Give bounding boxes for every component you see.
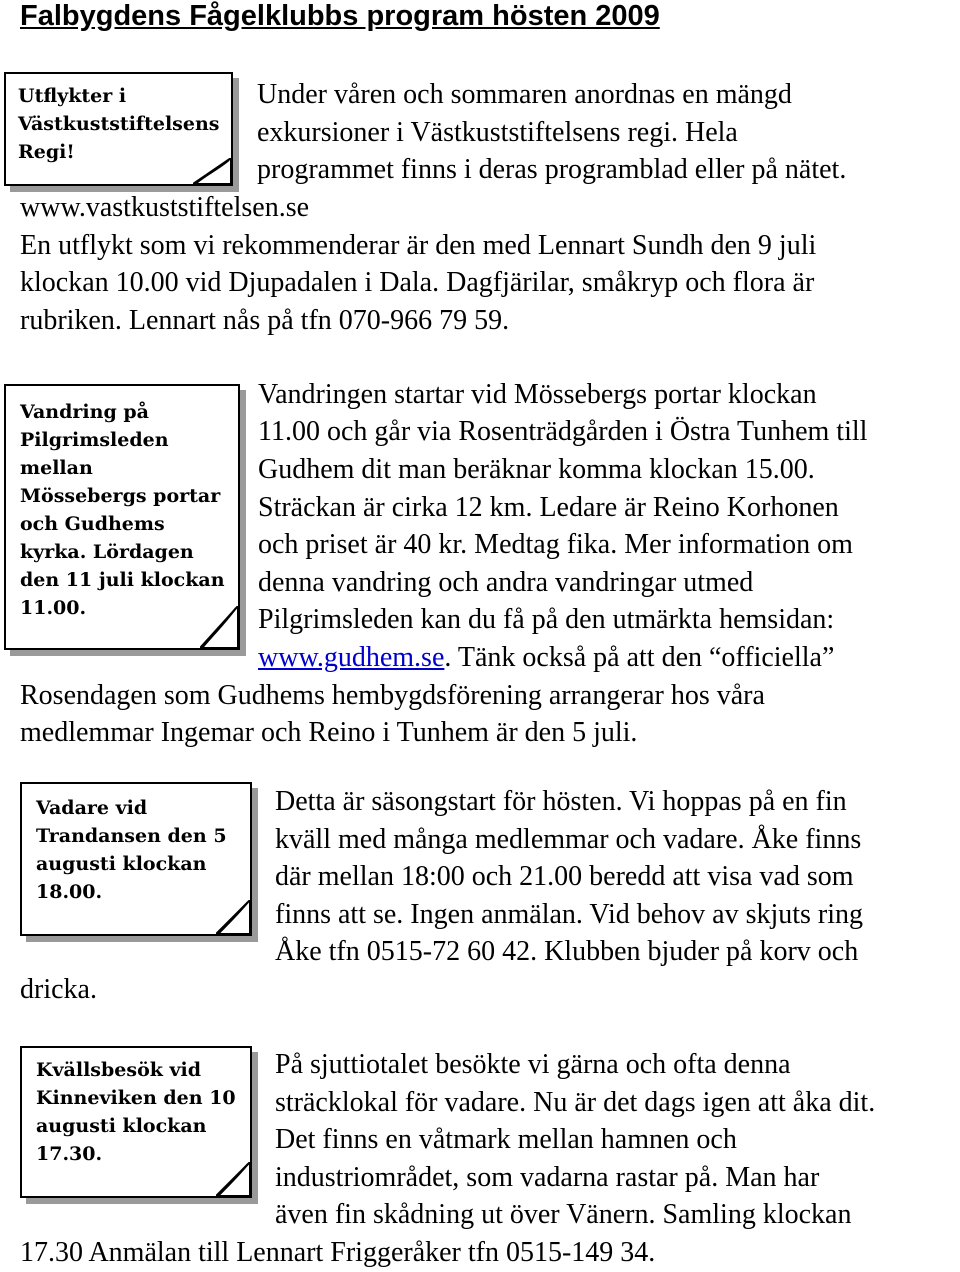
text-line: 11.00 och går via Rosenträdgården i Östra Tunhem till xyxy=(258,416,868,447)
note-pilgrim-walk xyxy=(4,384,240,650)
text-line: där mellan 18:00 och 21.00 beredd att visa vad som xyxy=(275,861,854,892)
text-line: denna vandring och andra vandringar utmed xyxy=(258,567,754,598)
text-line: industriområdet, som vadarna rastar på. Man har xyxy=(275,1162,820,1193)
note-line: mellan xyxy=(20,457,93,479)
note-line: Vadare vid xyxy=(36,797,148,819)
note-line: augusti klockan xyxy=(36,853,207,875)
text-line: Sträckan är cirka 12 km. Ledare är Reino Korhonen xyxy=(258,492,839,523)
text-line: medlemmar Ingemar och Reino i Tunhem är den 5 juli. xyxy=(20,717,638,748)
text-line: Pilgrimsleden kan du få på den utmärkta hemsidan: xyxy=(258,604,835,635)
folded-corner-icon xyxy=(200,606,240,650)
note-kinneviken-visit xyxy=(20,1046,252,1198)
note-line: Mössebergs portar xyxy=(20,485,221,507)
text-line: Under våren och sommaren anordnas en mängd xyxy=(257,79,792,110)
text-line: På sjuttiotalet besökte vi gärna och ofta denna xyxy=(275,1049,791,1080)
text-line: dricka. xyxy=(20,974,97,1005)
folded-corner-icon xyxy=(216,1162,252,1198)
note-line: Regi! xyxy=(18,141,75,163)
text-line: Rosendagen som Gudhems hembygdsförening arrangerar hos våra xyxy=(20,680,765,711)
note-line: augusti klockan xyxy=(36,1115,207,1137)
note-line: Trandansen den 5 xyxy=(36,825,227,847)
note-excursions xyxy=(4,72,233,186)
note-line: Västkuststiftelsens xyxy=(18,113,220,135)
text-line: . Tänk också på att den “officiella” xyxy=(444,642,835,673)
note-line: 17.30. xyxy=(36,1143,103,1165)
note-waders-trandansen xyxy=(20,782,252,936)
text-line: exkursioner i Västkuststiftelsens regi. Hela xyxy=(257,117,738,148)
text-line: 17.30 Anmälan till Lennart Friggeråker tfn 0515-149 34. xyxy=(20,1237,656,1268)
page-title: Falbygdens Fågelklubbs program hösten 2009 xyxy=(20,0,660,32)
note-line: Utflykter i xyxy=(18,85,127,107)
text-line: programmet finns i deras programblad eller på nätet. xyxy=(257,154,847,185)
note-line: 18.00. xyxy=(36,881,103,903)
text-line: En utflykt som vi rekommenderar är den med Lennart Sundh den 9 juli xyxy=(20,230,817,261)
text-line: kväll med många medlemmar och vadare. Åke finns xyxy=(275,824,862,855)
text-line: Gudhem dit man beräknar komma klockan 15.00. xyxy=(258,454,815,485)
text-line: Det finns en våtmark mellan hamnen och xyxy=(275,1124,737,1155)
text-line: rubriken. Lennart nås på tfn 070-966 79 59. xyxy=(20,305,510,336)
text-line: Åke tfn 0515-72 60 42. Klubben bjuder på korv och xyxy=(275,936,859,967)
text-line: klockan 10.00 vid Djupadalen i Dala. Dagfjärilar, småkryp och flora är xyxy=(20,267,815,298)
text-line: www.vastkuststiftelsen.se xyxy=(20,192,310,223)
note-line: Vandring på xyxy=(20,401,149,423)
folded-corner-icon xyxy=(216,900,252,936)
note-line: Pilgrimsleden xyxy=(20,429,169,451)
text-line: och priset är 40 kr. Medtag fika. Mer information om xyxy=(258,529,853,560)
text-line: sträcklokal för vadare. Nu är det dags igen att åka dit. xyxy=(275,1087,876,1118)
folded-corner-icon xyxy=(193,158,233,186)
note-line: 11.00. xyxy=(20,597,87,619)
text-line: Detta är säsongstart för hösten. Vi hoppas på en fin xyxy=(275,786,847,817)
text-line: finns att se. Ingen anmälan. Vid behov av skjuts ring xyxy=(275,899,864,930)
note-line: Kinneviken den 10 xyxy=(36,1087,236,1109)
note-line: den 11 juli klockan xyxy=(20,569,225,591)
gudhem-link[interactable]: www.gudhem.se xyxy=(258,642,445,673)
text-line: även fin skådning ut över Vänern. Samling klockan xyxy=(275,1199,852,1230)
note-line: kyrka. Lördagen xyxy=(20,541,194,563)
note-line: och Gudhems xyxy=(20,513,165,535)
text-line: Vandringen startar vid Mössebergs portar klockan xyxy=(258,379,817,410)
note-line: Kvällsbesök vid xyxy=(36,1059,202,1081)
